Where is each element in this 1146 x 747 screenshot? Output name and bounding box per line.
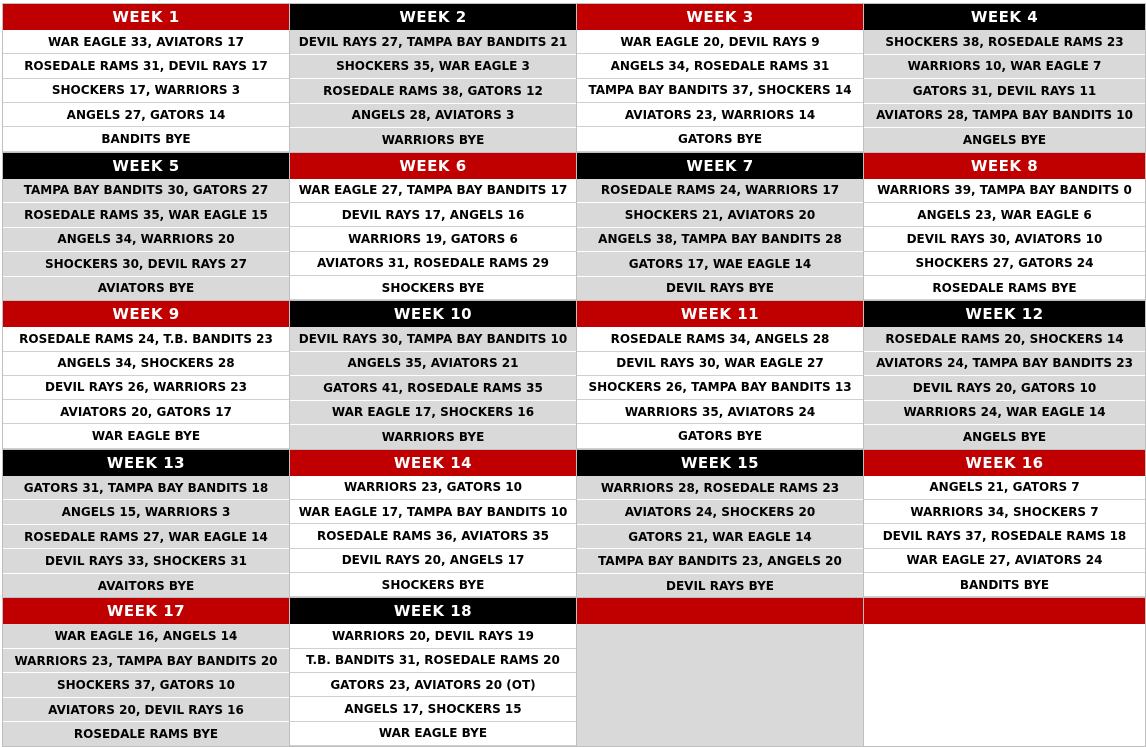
week-block — [577, 4, 864, 153]
week-header: WEEK 10 — [290, 301, 576, 327]
week-header: WEEK 18 — [290, 598, 576, 624]
week-games — [290, 179, 576, 301]
game-result: WARRIORS 10, WAR EAGLE 7 — [864, 55, 1145, 80]
week-header: WEEK 4 — [864, 4, 1145, 30]
week-games — [577, 327, 863, 449]
game-result: WARRIORS 23, GATORS 10 — [290, 476, 576, 500]
game-result: WAR EAGLE 27, TAMPA BAY BANDITS 17 — [290, 179, 576, 203]
week-header: WEEK 15 — [577, 450, 863, 476]
game-result: ANGELS 21, GATORS 7 — [864, 476, 1145, 500]
game-result: WARRIORS 24, WAR EAGLE 14 — [864, 401, 1145, 426]
week-block — [864, 153, 1146, 302]
week-block — [290, 4, 577, 153]
game-result: ROSEDALE RAMS BYE — [73, 727, 219, 742]
week-block — [577, 450, 864, 599]
week-block — [290, 450, 577, 599]
game-result: AVIATORS 24, SHOCKERS 20 — [577, 500, 863, 525]
game-result: ROSEDALE RAMS 20, SHOCKERS 14 — [864, 327, 1145, 352]
week-block — [3, 153, 290, 302]
week-header: WEEK 11 — [577, 301, 863, 327]
game-result: SHOCKERS 38, ROSEDALE RAMS 23 — [864, 30, 1145, 55]
week-block — [3, 4, 290, 153]
week-header — [864, 598, 1145, 624]
game-result: WAR EAGLE 17, TAMPA BAY BANDITS 10 — [290, 500, 576, 524]
game-result: DEVIL RAYS 20, ANGELS 17 — [290, 549, 576, 573]
game-result: BANDITS BYE — [3, 127, 289, 151]
week-games — [3, 624, 289, 746]
game-result: DEVIL RAYS 33, SHOCKERS 31 — [3, 549, 289, 574]
game-result: DEVIL RAYS 20, GATORS 10 — [864, 376, 1145, 401]
game-result: AVIATORS BYE — [97, 281, 195, 296]
game-result: WAR EAGLE BYE — [3, 424, 289, 448]
week-header: WEEK 7 — [577, 153, 863, 179]
game-result: ANGELS 35, AVIATORS 21 — [290, 352, 576, 377]
week-block — [3, 450, 290, 599]
game-result: WAR EAGLE 17, SHOCKERS 16 — [290, 401, 576, 426]
week-games — [3, 327, 289, 449]
game-result: WARRIORS BYE — [381, 132, 485, 147]
game-result: AVAITORS BYE — [97, 578, 195, 593]
empty-cell — [577, 624, 863, 746]
game-result: ANGELS BYE — [962, 430, 1047, 444]
week-header: WEEK 5 — [3, 153, 289, 179]
game-result: GATORS 23, AVIATORS 20 (OT) — [290, 673, 576, 697]
game-result: SHOCKERS 27, GATORS 24 — [864, 252, 1145, 276]
game-result: SHOCKERS 17, WARRIORS 3 — [3, 79, 289, 103]
game-result: ANGELS BYE — [962, 132, 1047, 147]
week-block — [577, 153, 864, 302]
game-result: AVIATORS 31, ROSEDALE RAMS 29 — [290, 252, 576, 276]
week-block — [864, 4, 1146, 153]
week-block — [290, 153, 577, 302]
week-games — [864, 179, 1145, 301]
game-result: WARRIORS 20, DEVIL RAYS 19 — [290, 624, 576, 648]
game-result: ANGELS 23, WAR EAGLE 6 — [864, 203, 1145, 227]
week-header: WEEK 12 — [864, 301, 1145, 327]
game-result: SHOCKERS 21, AVIATORS 20 — [577, 203, 863, 228]
game-result: GATORS 21, WAR EAGLE 14 — [577, 525, 863, 550]
game-result: SHOCKERS 26, TAMPA BAY BANDITS 13 — [577, 376, 863, 400]
week-header: WEEK 17 — [3, 598, 289, 624]
week-block — [577, 301, 864, 450]
game-result: WARRIORS 39, TAMPA BAY BANDITS 0 — [864, 179, 1145, 203]
game-result: DEVIL RAYS 37, ROSEDALE RAMS 18 — [864, 524, 1145, 548]
empty-cell — [864, 624, 1145, 746]
game-result: AVIATORS 20, DEVIL RAYS 16 — [3, 698, 289, 723]
week-header: WEEK 6 — [290, 153, 576, 179]
game-result: ROSEDALE RAMS 24, WARRIORS 17 — [577, 179, 863, 204]
game-result: ANGELS 27, GATORS 14 — [3, 103, 289, 127]
week-games — [864, 476, 1145, 598]
week-games — [864, 624, 1145, 746]
game-result: DEVIL RAYS BYE — [666, 578, 774, 593]
game-result: SHOCKERS BYE — [290, 276, 576, 300]
week-games — [577, 624, 863, 746]
week-games — [290, 624, 576, 746]
week-header: WEEK 8 — [864, 153, 1145, 179]
game-result: GATORS BYE — [577, 127, 863, 151]
week-games — [577, 476, 863, 598]
week-block — [290, 301, 577, 450]
schedule-grid — [2, 3, 1146, 747]
game-result: SHOCKERS 37, GATORS 10 — [3, 673, 289, 698]
game-result: ANGELS 15, WARRIORS 3 — [3, 500, 289, 525]
game-result: ANGELS 28, AVIATORS 3 — [290, 104, 576, 129]
week-games — [3, 476, 289, 598]
game-result: ROSEDALE RAMS 27, WAR EAGLE 14 — [3, 525, 289, 550]
game-result: DEVIL RAYS 27, TAMPA BAY BANDITS 21 — [290, 30, 576, 55]
game-result: GATORS 31, TAMPA BAY BANDITS 18 — [3, 476, 289, 501]
week-games — [290, 30, 576, 152]
game-result: WAR EAGLE 20, DEVIL RAYS 9 — [577, 30, 863, 54]
game-result: ANGELS 17, SHOCKERS 15 — [290, 697, 576, 721]
game-result: GATORS BYE — [577, 424, 863, 448]
game-result: WAR EAGLE 27, AVIATORS 24 — [864, 549, 1145, 573]
game-result: AVIATORS 24, TAMPA BAY BANDITS 23 — [864, 352, 1145, 377]
week-block — [3, 301, 290, 450]
game-result: ANGELS 34, SHOCKERS 28 — [3, 352, 289, 376]
game-result: ROSEDALE RAMS 36, AVIATORS 35 — [290, 524, 576, 548]
game-result: AVIATORS 28, TAMPA BAY BANDITS 10 — [864, 104, 1145, 129]
game-result: TAMPA BAY BANDITS 37, SHOCKERS 14 — [577, 79, 863, 103]
empty-week-block — [864, 598, 1146, 747]
game-result: DEVIL RAYS 30, TAMPA BAY BANDITS 10 — [290, 327, 576, 352]
week-header: WEEK 3 — [577, 4, 863, 30]
game-result: ROSEDALE RAMS BYE — [864, 276, 1145, 300]
game-result: WARRIORS 23, TAMPA BAY BANDITS 20 — [3, 649, 289, 674]
game-result: GATORS 17, WAE EAGLE 14 — [577, 252, 863, 277]
game-result: TAMPA BAY BANDITS 23, ANGELS 20 — [577, 549, 863, 574]
game-result: TAMPA BAY BANDITS 30, GATORS 27 — [3, 179, 289, 204]
game-result: DEVIL RAYS 30, AVIATORS 10 — [864, 227, 1145, 251]
week-header — [577, 598, 863, 624]
week-games — [864, 30, 1145, 152]
game-result: SHOCKERS BYE — [290, 573, 576, 597]
week-games — [290, 327, 576, 449]
game-result: T.B. BANDITS 31, ROSEDALE RAMS 20 — [290, 649, 576, 673]
game-result: WARRIORS BYE — [381, 430, 485, 444]
game-result: ROSEDALE RAMS 31, DEVIL RAYS 17 — [3, 54, 289, 78]
game-result: ROSEDALE RAMS 34, ANGELS 28 — [577, 327, 863, 351]
game-result: WAR EAGLE 16, ANGELS 14 — [3, 624, 289, 649]
game-result: AVIATORS 23, WARRIORS 14 — [577, 103, 863, 127]
week-games — [864, 327, 1145, 449]
game-result: BANDITS BYE — [864, 573, 1145, 597]
game-result: DEVIL RAYS 17, ANGELS 16 — [290, 203, 576, 227]
game-result: GATORS 41, ROSEDALE RAMS 35 — [290, 376, 576, 401]
game-result: ROSEDALE RAMS 24, T.B. BANDITS 23 — [3, 327, 289, 351]
game-result: ROSEDALE RAMS 38, GATORS 12 — [290, 79, 576, 104]
game-result: WARRIORS 28, ROSEDALE RAMS 23 — [577, 476, 863, 501]
game-result: WARRIORS 19, GATORS 6 — [290, 227, 576, 251]
week-block — [290, 598, 577, 747]
game-result: GATORS 31, DEVIL RAYS 11 — [864, 79, 1145, 104]
game-result: DEVIL RAYS 30, WAR EAGLE 27 — [577, 352, 863, 376]
week-header: WEEK 16 — [864, 450, 1145, 476]
week-games — [577, 179, 863, 301]
week-block — [864, 301, 1146, 450]
game-result: SHOCKERS 30, DEVIL RAYS 27 — [3, 252, 289, 277]
game-result: ANGELS 34, WARRIORS 20 — [3, 228, 289, 253]
game-result: ANGELS 38, TAMPA BAY BANDITS 28 — [577, 228, 863, 253]
week-header: WEEK 2 — [290, 4, 576, 30]
game-result: SHOCKERS 35, WAR EAGLE 3 — [290, 55, 576, 80]
week-header: WEEK 13 — [3, 450, 289, 476]
game-result: DEVIL RAYS BYE — [666, 281, 774, 296]
game-result: ROSEDALE RAMS 35, WAR EAGLE 15 — [3, 203, 289, 228]
game-result: WAR EAGLE 33, AVIATORS 17 — [3, 30, 289, 54]
empty-week-block — [577, 598, 864, 747]
week-games — [3, 30, 289, 152]
week-games — [290, 476, 576, 598]
week-block — [3, 598, 290, 747]
game-result: DEVIL RAYS 26, WARRIORS 23 — [3, 376, 289, 400]
week-header: WEEK 1 — [3, 4, 289, 30]
week-games — [577, 30, 863, 152]
week-games — [3, 179, 289, 301]
game-result: AVIATORS 20, GATORS 17 — [3, 400, 289, 424]
game-result: ANGELS 34, ROSEDALE RAMS 31 — [577, 54, 863, 78]
game-result: WAR EAGLE BYE — [290, 722, 576, 746]
game-result: WARRIORS 34, SHOCKERS 7 — [864, 500, 1145, 524]
week-block — [864, 450, 1146, 599]
game-result: WARRIORS 35, AVIATORS 24 — [577, 400, 863, 424]
week-header: WEEK 14 — [290, 450, 576, 476]
week-header: WEEK 9 — [3, 301, 289, 327]
